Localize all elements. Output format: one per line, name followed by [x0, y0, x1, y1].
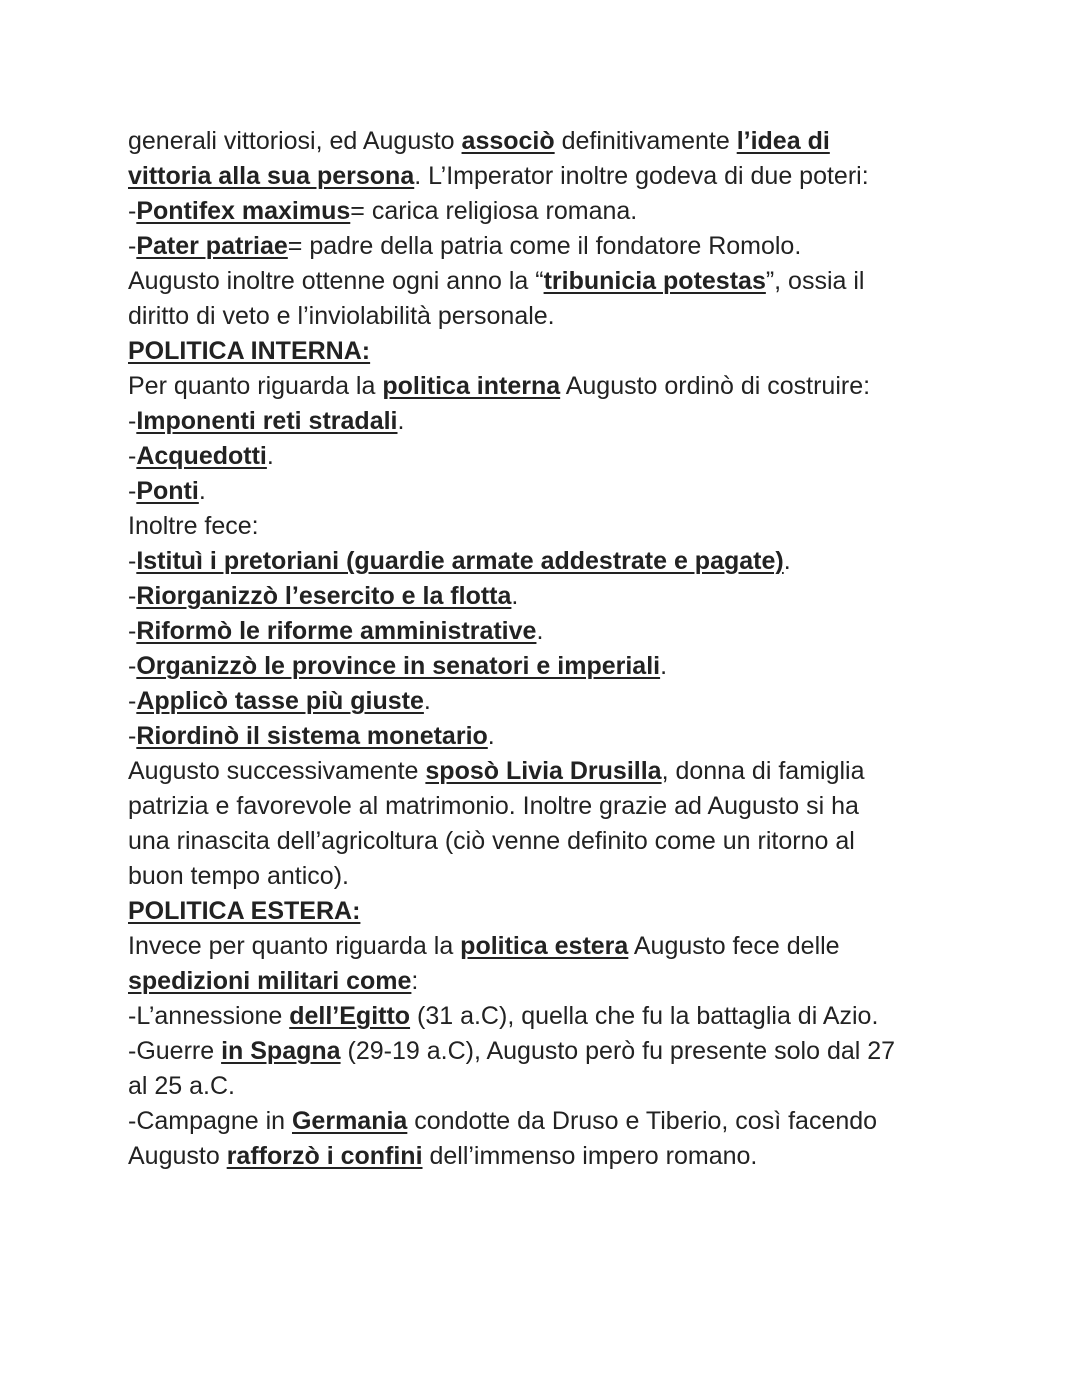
- plain-text: -: [128, 722, 137, 750]
- emphasized-text: Riorganizzò l’esercito e la flotta: [136, 582, 512, 610]
- plain-text: .: [783, 547, 791, 575]
- plain-text: -: [128, 232, 137, 260]
- emphasized-text: politica interna: [382, 372, 561, 400]
- emphasized-text: l’idea di: [736, 127, 830, 155]
- emphasized-text: Imponenti reti stradali: [136, 407, 398, 435]
- emphasized-text: Organizzò le province in senatori e imperiali: [136, 652, 661, 680]
- plain-text: = padre della patria come il fondatore Romolo.: [287, 232, 802, 260]
- text-line: [128, 124, 968, 159]
- plain-text: buon tempo antico).: [128, 862, 349, 890]
- plain-text: (31 a.C), quella che fu la battaglia di Azio.: [410, 1002, 879, 1030]
- text-line: [128, 614, 968, 649]
- plain-text: .: [198, 477, 206, 505]
- plain-text: -: [128, 407, 137, 435]
- emphasized-text: rafforzò i confini: [226, 1142, 423, 1170]
- text-line: [128, 404, 968, 439]
- text-line: [128, 1034, 968, 1069]
- plain-text: dell’immenso impero romano.: [422, 1142, 758, 1170]
- plain-text: diritto di veto e l’inviolabilità personale.: [128, 302, 555, 330]
- emphasized-text: Ponti: [136, 477, 199, 505]
- text-line: [128, 859, 968, 894]
- emphasized-text: tribunicia potestas: [543, 267, 766, 295]
- emphasized-text: POLITICA INTERNA:: [128, 337, 371, 365]
- section-heading: [128, 334, 968, 369]
- plain-text: patrizia e favorevole al matrimonio. Inoltre grazie ad Augusto si ha: [128, 792, 859, 820]
- text-line: [128, 299, 968, 334]
- emphasized-text: dell’Egitto: [289, 1002, 411, 1030]
- plain-text: -: [128, 442, 137, 470]
- text-line: [128, 719, 968, 754]
- text-line: [128, 439, 968, 474]
- plain-text: Invece per quanto riguarda la: [128, 932, 461, 960]
- text-line: [128, 789, 968, 824]
- emphasized-text: Germania: [291, 1107, 408, 1135]
- plain-text: Per quanto riguarda la: [128, 372, 383, 400]
- emphasized-text: politica estera: [460, 932, 629, 960]
- text-line: [128, 264, 968, 299]
- emphasized-text: Acquedotti: [136, 442, 267, 470]
- plain-text: Augusto inoltre ottenne ogni anno la “: [128, 267, 544, 295]
- plain-text: = carica religiosa romana.: [350, 197, 638, 225]
- plain-text: -: [128, 617, 137, 645]
- plain-text: al 25 a.C.: [128, 1072, 236, 1100]
- text-line: [128, 369, 968, 404]
- plain-text: Inoltre fece:: [128, 512, 259, 540]
- plain-text: Augusto: [128, 1142, 227, 1170]
- plain-text: una rinascita dell’agricoltura (ciò venne definito come un ritorno al: [128, 827, 855, 855]
- plain-text: ”, ossia il: [765, 267, 865, 295]
- emphasized-text: associò: [461, 127, 555, 155]
- plain-text: condotte da Druso e Tiberio, così facendo: [407, 1107, 878, 1135]
- plain-text: .: [397, 407, 405, 435]
- plain-text: -Guerre: [128, 1037, 222, 1065]
- plain-text: .: [660, 652, 668, 680]
- emphasized-text: spedizioni militari come: [128, 967, 412, 995]
- emphasized-text: Pater patriae: [136, 232, 288, 260]
- text-line: [128, 964, 968, 999]
- plain-text: -: [128, 687, 137, 715]
- plain-text: Augusto fece delle: [628, 932, 840, 960]
- plain-text: , donna di famiglia: [661, 757, 865, 785]
- text-line: [128, 929, 968, 964]
- emphasized-text: Riordinò il sistema monetario: [136, 722, 488, 750]
- text-line: [128, 159, 968, 194]
- emphasized-text: Applicò tasse più giuste: [136, 687, 424, 715]
- text-line: [128, 1139, 968, 1174]
- section-heading: [128, 894, 968, 929]
- plain-text: definitivamente: [554, 127, 737, 155]
- plain-text: :: [411, 967, 419, 995]
- plain-text: -: [128, 652, 137, 680]
- plain-text: -: [128, 547, 137, 575]
- plain-text: generali vittoriosi, ed Augusto: [128, 127, 462, 155]
- text-line: [128, 229, 968, 264]
- plain-text: Augusto successivamente: [128, 757, 426, 785]
- plain-text: .: [536, 617, 544, 645]
- plain-text: -: [128, 477, 137, 505]
- text-line: [128, 579, 968, 614]
- plain-text: -: [128, 197, 137, 225]
- plain-text: .: [266, 442, 274, 470]
- plain-text: -: [128, 582, 137, 610]
- emphasized-text: vittoria alla sua persona: [128, 162, 415, 190]
- emphasized-text: POLITICA ESTERA:: [128, 897, 361, 925]
- plain-text: .: [511, 582, 519, 610]
- text-line: [128, 824, 968, 859]
- emphasized-text: Pontifex maximus: [136, 197, 351, 225]
- emphasized-text: Istituì i pretoriani (guardie armate addestrate e pagate): [136, 547, 784, 575]
- plain-text: -L’annessione: [128, 1002, 290, 1030]
- text-line: [128, 1069, 968, 1104]
- text-line: [128, 684, 968, 719]
- text-line: [128, 999, 968, 1034]
- text-line: [128, 649, 968, 684]
- text-line: [128, 754, 968, 789]
- text-line: [128, 194, 968, 229]
- plain-text: (29-19 a.C), Augusto però fu presente solo dal 27: [340, 1037, 896, 1065]
- text-line: [128, 1104, 968, 1139]
- emphasized-text: Riformò le riforme amministrative: [136, 617, 537, 645]
- document-body: [128, 124, 968, 1174]
- plain-text: Augusto ordinò di costruire:: [560, 372, 871, 400]
- text-line: [128, 474, 968, 509]
- emphasized-text: in Spagna: [221, 1037, 341, 1065]
- plain-text: .: [487, 722, 495, 750]
- emphasized-text: sposò Livia Drusilla: [425, 757, 662, 785]
- text-line: [128, 509, 968, 544]
- text-line: [128, 544, 968, 579]
- plain-text: .: [423, 687, 431, 715]
- plain-text: . L’Imperator inoltre godeva di due poteri:: [414, 162, 869, 190]
- plain-text: -Campagne in: [128, 1107, 292, 1135]
